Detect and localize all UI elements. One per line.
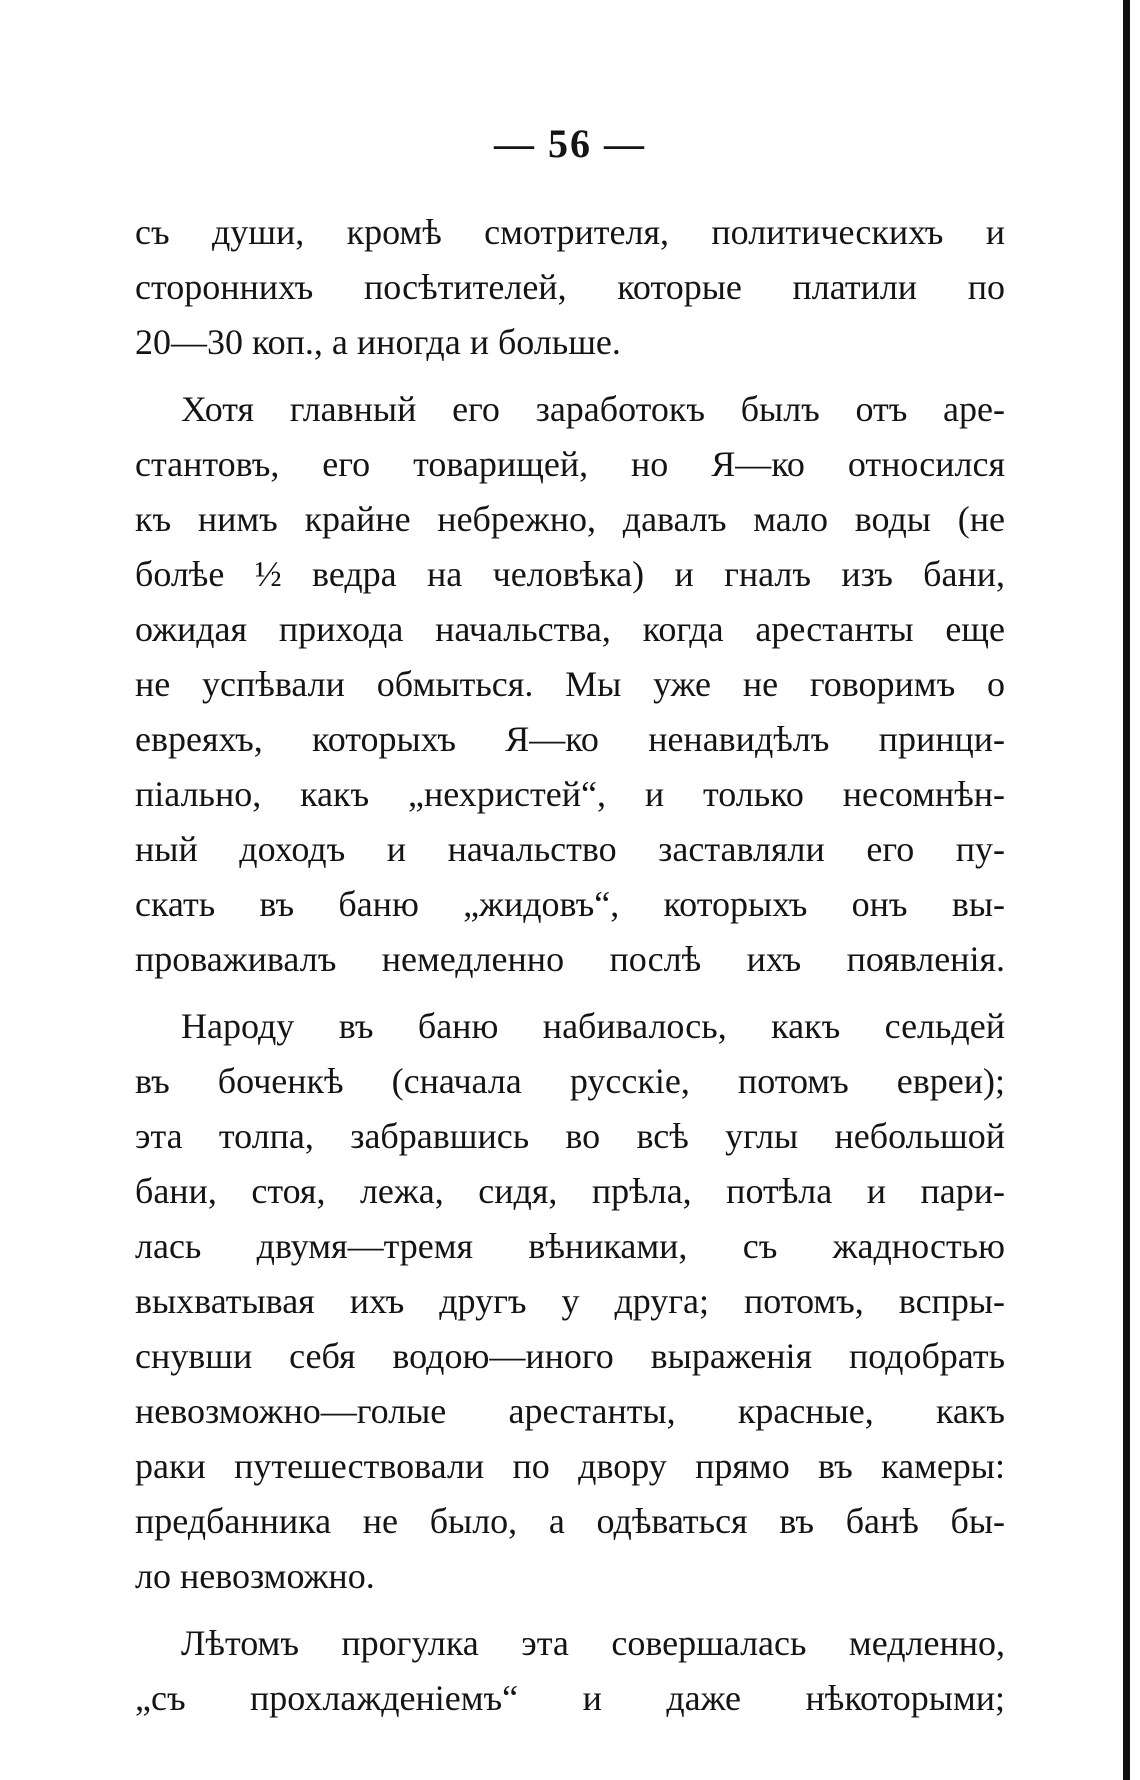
paragraph <box>135 1616 1005 1726</box>
text-line: скать въ баню „жидовъ“, которыхъ онъ вы- <box>135 884 1005 924</box>
text-line: предбанника не было, а одѣваться въ банѣ бы- <box>135 1501 1005 1541</box>
text-line: „съ прохлажденіемъ“ и даже нѣкоторыми; <box>135 1678 1005 1718</box>
paragraph <box>135 999 1005 1604</box>
text-line: евреяхъ, которыхъ Я—ко ненавидѣлъ принци- <box>135 719 1005 759</box>
text-line: выхватывая ихъ другъ у друга; потомъ, вспры- <box>135 1281 1005 1321</box>
text-line: не успѣвали обмыться. Мы уже не говоримъ о <box>135 664 1005 704</box>
text-line: раки путешествовали по двору прямо въ камеры: <box>135 1446 1005 1486</box>
text-line: невозможно—голые арестанты, красные, какъ <box>135 1391 1005 1431</box>
paragraph <box>135 205 1005 370</box>
text-line: Лѣтомъ прогулка эта совершалась медленно, <box>181 1623 1005 1663</box>
text-line: Хотя главный его заработокъ былъ отъ аре- <box>181 389 1005 429</box>
text-line: бани, стоя, лежа, сидя, прѣла, потѣла и пари- <box>135 1171 1005 1211</box>
text-line: 20—30 коп., а иногда и больше. <box>135 322 621 362</box>
text-line: ный доходъ и начальство заставляли его пу- <box>135 829 1005 869</box>
text-line: въ боченкѣ (сначала русскіе, потомъ евреи); <box>135 1061 1005 1101</box>
text-line: снувши себя водою—иного выраженія подобрать <box>135 1336 1005 1376</box>
text-line: лась двумя—тремя вѣниками, съ жадностью <box>135 1226 1005 1266</box>
text-line: болѣе ½ ведра на человѣка) и гналъ изъ бани, <box>135 554 1005 594</box>
text-line: ожидая прихода начальства, когда арестанты еще <box>135 609 1005 649</box>
body-text <box>135 205 1005 1726</box>
text-line: эта толпа, забравшись во всѣ углы небольшой <box>135 1116 1005 1156</box>
page-number: — 56 — <box>494 121 646 166</box>
page-edge-rule <box>1123 0 1130 1780</box>
text-line: стантовъ, его товарищей, но Я—ко относился <box>135 444 1005 484</box>
paragraph <box>135 382 1005 987</box>
text-line: піально, какъ „нехристей“, и только несомнѣн- <box>135 774 1005 814</box>
text-line: съ души, кромѣ смотрителя, политическихъ и <box>135 212 1005 252</box>
text-line: Народу въ баню набивалось, какъ сельдей <box>181 1006 1005 1046</box>
text-line: къ нимъ крайне небрежно, давалъ мало воды (не <box>135 499 1005 539</box>
text-line: ло невозможно. <box>135 1556 375 1596</box>
text-line: проваживалъ немедленно послѣ ихъ появленія. <box>135 939 1005 979</box>
text-line: стороннихъ посѣтителей, которые платили по <box>135 267 1005 307</box>
